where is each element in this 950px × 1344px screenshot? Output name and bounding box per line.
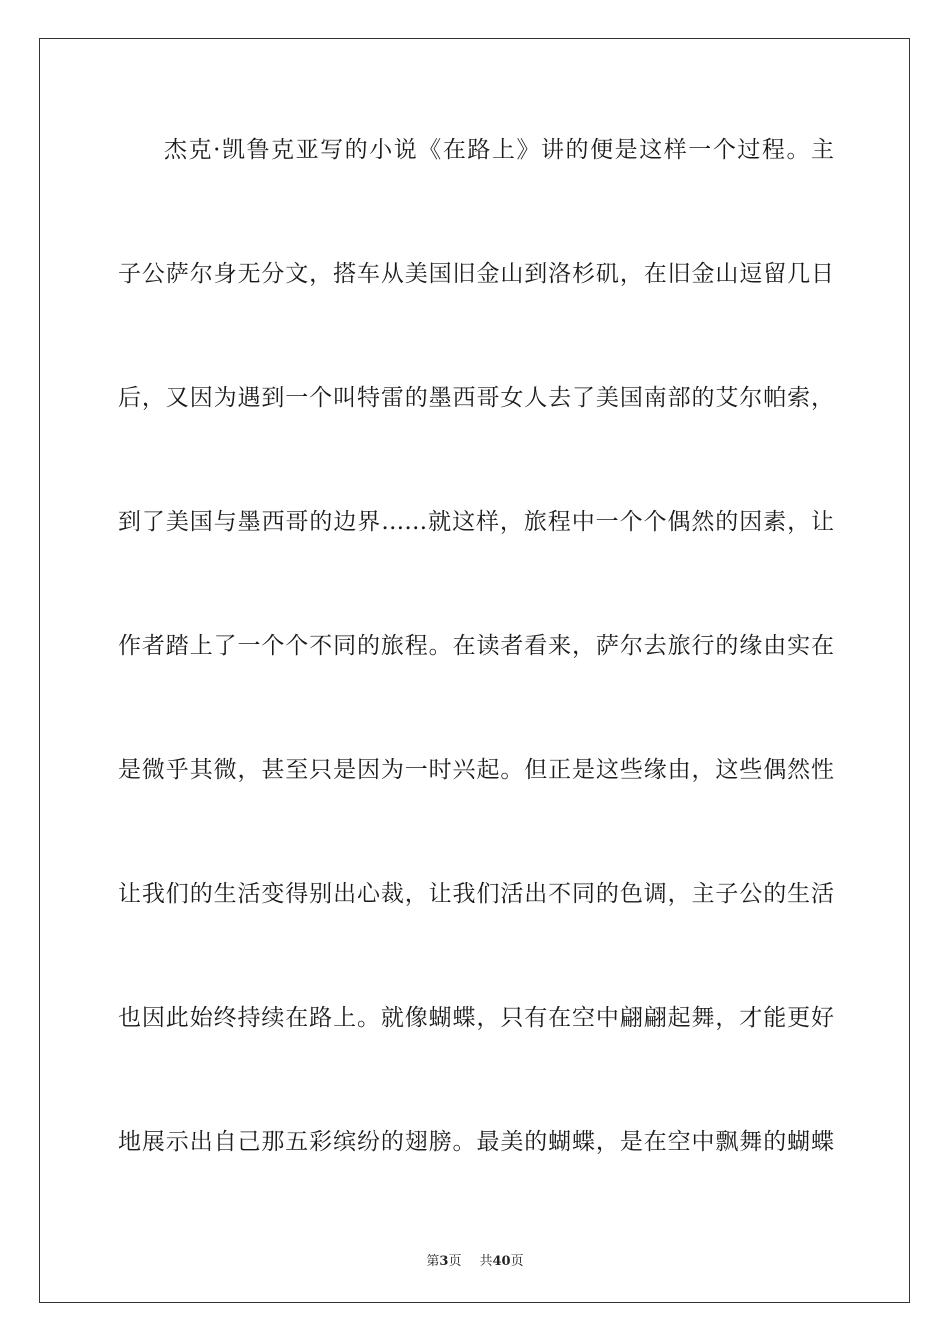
paragraph-line-6: 是微乎其微，甚至只是因为一时兴起。但正是这些缘由，这些偶然性 xyxy=(118,757,834,783)
page-number: 3 xyxy=(439,1254,449,1269)
page-prefix: 第 xyxy=(426,1254,440,1269)
paragraph-line-8: 也因此始终持续在路上。就像蝴蝶，只有在空中翩翩起舞，才能更好 xyxy=(118,1005,834,1031)
total-prefix: 共 xyxy=(479,1254,493,1269)
paragraph-line-2: 子公萨尔身无分文，搭车从美国旧金山到洛杉矶，在旧金山逗留几日 xyxy=(118,261,834,287)
paragraph-line-5: 作者踏上了一个个不同的旅程。在读者看来，萨尔去旅行的缘由实在 xyxy=(118,633,834,659)
total-pages: 40 xyxy=(492,1254,511,1269)
paragraph-line-1: 杰克·凯鲁克亚写的小说《在路上》讲的便是这样一个过程。主 xyxy=(164,137,834,163)
paragraph-line-7: 让我们的生活变得别出心裁，让我们活出不同的色调，主子公的生活 xyxy=(118,881,834,907)
paragraph-line-9: 地展示出自己那五彩缤纷的翅膀。最美的蝴蝶，是在空中飘舞的蝴蝶 xyxy=(118,1129,834,1155)
paragraph-line-4: 到了美国与墨西哥的边界……就这样，旅程中一个个偶然的因素，让 xyxy=(118,509,834,535)
page-footer xyxy=(0,1250,950,1269)
total-suffix: 页 xyxy=(510,1254,524,1269)
document-body xyxy=(118,128,834,1244)
page-suffix: 页 xyxy=(448,1254,462,1269)
paragraph-line-3: 后，又因为遇到一个叫特雷的墨西哥女人去了美国南部的艾尔帕索， xyxy=(118,385,834,411)
